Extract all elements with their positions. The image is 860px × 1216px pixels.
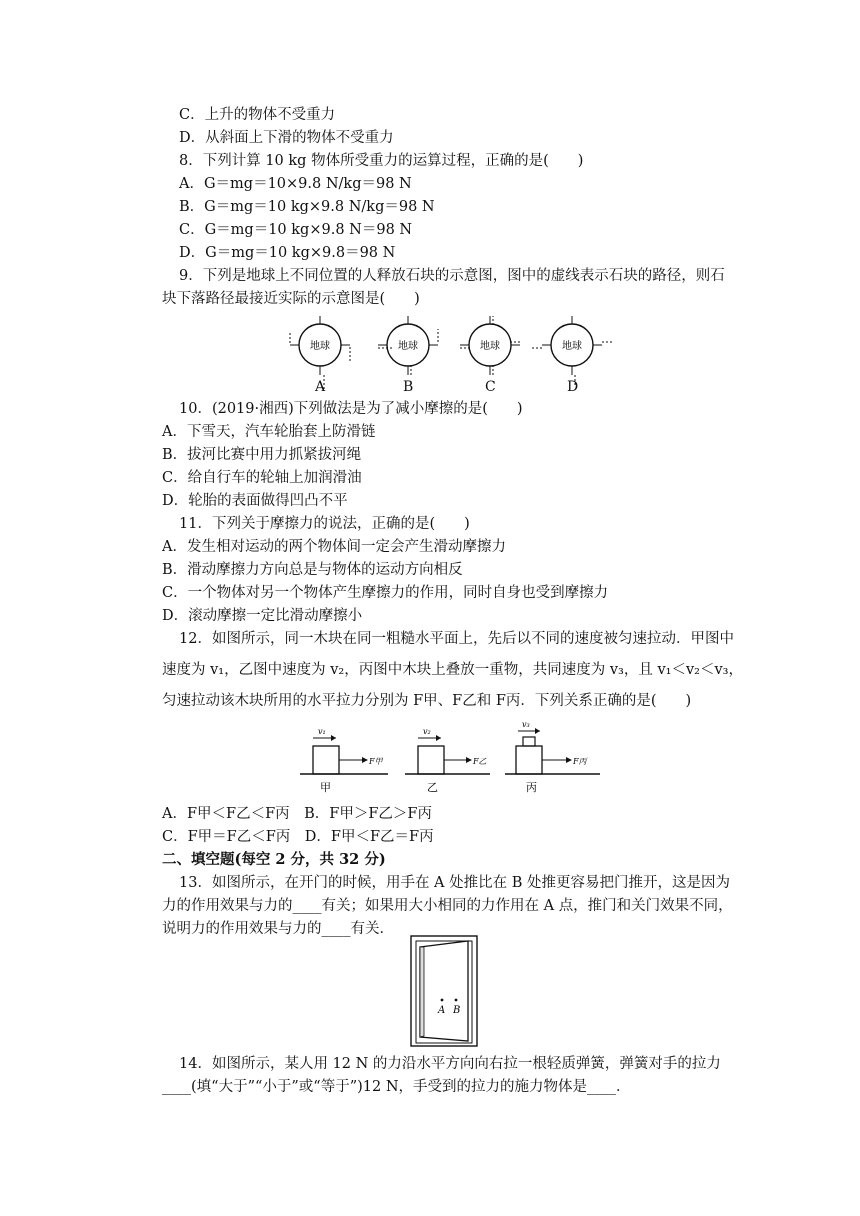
q11-option-c: C．一个物体对另一个物体产生摩擦力的作用，同时自身也受到摩擦力 [162,585,609,601]
earth-label: 地球 [310,341,330,352]
q13-door-figure [410,935,478,1047]
q12-options-cd: C．F甲＝F乙＜F丙 D．F甲＜F乙＝F丙 [162,829,434,845]
earth-label: 地球 [398,341,418,352]
q11-stem: 11．下列关于摩擦力的说法，正确的是( ) [179,516,470,532]
earth-label: 地球 [480,341,500,352]
velocity-label-v3: v₃ [522,720,530,729]
q8-option-c: C．G＝mg＝10 kg×9.8 N＝98 N [179,222,413,238]
q9-option-label-b: B [403,379,414,395]
q9-earth-figure [275,316,615,398]
q13-line2: 力的作用效果与力的____有关；如果用大小相同的力作用在 A 点，推门和关门效果不同， [162,898,733,914]
q10-option-b: B．拔河比赛中用力抓紧拔河绳 [162,447,362,463]
q10-option-d: D．轮胎的表面做得凹凸不平 [162,493,348,509]
q9-option-label-a: A [315,379,326,395]
block-diagram-yi [405,727,490,794]
q12-stem-line3: 匀速拉动该木块所用的水平拉力分别为 F甲、F乙和 F丙．下列关系正确的是( ) [162,693,692,709]
q8-option-a: A．G＝mg＝10×9.8 N/kg＝98 N [179,176,412,192]
q7-option-c: C．上升的物体不受重力 [179,107,336,123]
q8-option-b: B．G＝mg＝10 kg×9.8 N/kg＝98 N [179,199,435,215]
q11-option-d: D．滚动摩擦一定比滑动摩擦小 [162,608,363,624]
earth-diagram-d [530,316,614,387]
q13-line1: 13．如图所示，在开门的时候，用手在 A 处推比在 B 处推更容易把门推开，这是因为 [179,875,731,891]
q7-option-d: D．从斜面上下滑的物体不受重力 [179,130,394,146]
fig-label-jia: 甲 [320,781,331,794]
force-label-f-yi: F乙 [473,757,487,766]
q9-option-label-d: D [567,379,579,395]
q14-line2: ____(填“大于”“小于”或“等于”)12 N，手受到的拉力的施力物体是____． [162,1079,631,1095]
q9-stem-line2: 块下落路径最接近实际的示意图是( ) [162,291,420,307]
point-b-label: B [453,1005,461,1016]
q8-stem: 8．下列计算 10 kg 物体所受重力的运算过程，正确的是( ) [179,153,584,169]
q12-options-ab: A．F甲＜F乙＜F丙 B．F甲＞F乙＞F丙 [162,806,432,822]
q10-option-c: C．给自行车的轮轴上加润滑油 [162,470,362,486]
q11-option-b: B．滑动摩擦力方向总是与物体的运动方向相反 [162,562,463,578]
earth-diagram-c [460,316,520,375]
q10-stem: 10．(2019·湘西)下列做法是为了减小摩擦的是( ) [179,401,523,417]
q12-stem-line1: 12．如图所示，同一木块在同一粗糙水平面上，先后以不同的速度被匀速拉动．甲图中 [179,631,734,647]
point-a-label: A [438,1005,446,1016]
block-diagram-bing [505,720,600,794]
q8-option-d: D．G＝mg＝10 kg×9.8＝98 N [179,245,396,261]
earth-label: 地球 [562,341,582,352]
q12-stem-line2: 速度为 v₁，乙图中速度为 v₂，丙图中木块上叠放一重物，共同速度为 v₃，且 v₁＜v₂＜v₃， [162,662,743,678]
velocity-label-v1: v₁ [318,727,326,736]
fig-label-bing: 丙 [526,781,537,794]
force-label-f-bing: F丙 [573,757,587,766]
q13-line3: 说明力的作用效果与力的____有关． [162,921,394,937]
q9-option-label-c: C [485,379,496,395]
block-diagram-jia [300,727,388,794]
force-label-f-jia: F甲 [369,757,383,766]
fig-label-yi: 乙 [427,781,438,794]
q14-line1: 14．如图所示，某人用 12 N 的力沿水平方向向右拉一根轻质弹簧，弹簧对手的拉力 [179,1056,721,1072]
q11-option-a: A．发生相对运动的两个物体间一定会产生滑动摩擦力 [162,539,506,555]
q10-option-a: A．下雪天，汽车轮胎套上防滑链 [162,424,376,440]
q9-stem-line1: 9．下列是地球上不同位置的人释放石块的示意图，图中的虚线表示石块的路径，则石 [179,268,725,284]
earth-diagram-b [378,316,438,375]
q12-block-figure [300,718,610,798]
section-heading-fill-blank: 二、填空题(每空 2 分，共 32 分) [162,851,386,868]
velocity-label-v2: v₂ [423,727,431,736]
